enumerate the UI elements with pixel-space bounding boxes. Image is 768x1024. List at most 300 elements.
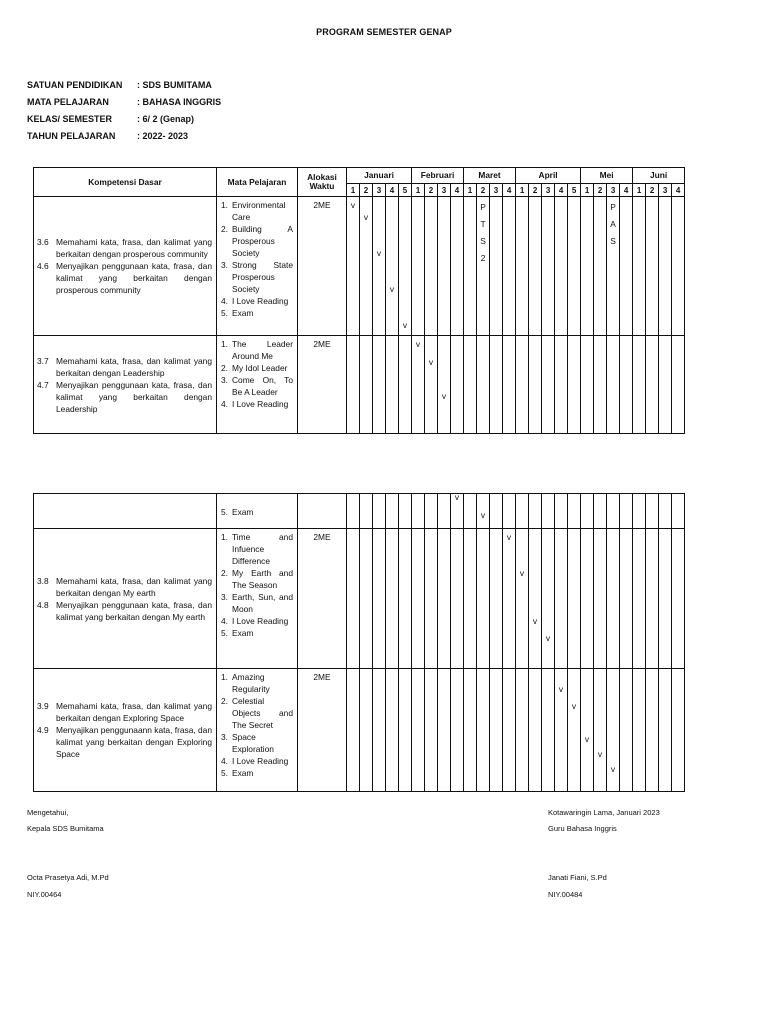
week-cell bbox=[516, 494, 529, 529]
topic-item bbox=[221, 398, 293, 410]
week-cell bbox=[620, 336, 633, 434]
week-cell bbox=[373, 494, 386, 529]
week-cell bbox=[464, 197, 477, 336]
kd-number: 4.9 bbox=[37, 725, 49, 735]
kd-text: Memahami kata, frasa, dan kalimat yang berkaitan dengan Leadership bbox=[56, 355, 212, 378]
header-month: Juni bbox=[633, 168, 685, 184]
header-week: 3 bbox=[607, 184, 620, 197]
schedule-check-mark: v bbox=[376, 248, 382, 258]
week-cell bbox=[620, 529, 633, 669]
topic-number: 1. bbox=[221, 200, 228, 210]
sig-left-name: Octa Prasetya Adi, M.Pd bbox=[27, 873, 109, 882]
week-cell bbox=[555, 529, 568, 669]
table-row bbox=[34, 197, 685, 336]
topic-number: 5. bbox=[221, 768, 228, 778]
week-cell bbox=[347, 197, 360, 336]
week-cell bbox=[451, 494, 464, 529]
week-cell bbox=[373, 336, 386, 434]
week-cell bbox=[659, 529, 672, 669]
sig-left-id: NIY.00464 bbox=[27, 890, 62, 899]
kd-number: 3.9 bbox=[37, 701, 49, 711]
week-cell bbox=[412, 336, 425, 434]
schedule-check-mark: v bbox=[545, 632, 551, 643]
alokasi-waktu-cell: 2ME bbox=[298, 669, 347, 792]
topic-text: I Love Reading bbox=[232, 399, 289, 409]
week-cell bbox=[347, 336, 360, 434]
week-cell bbox=[529, 197, 542, 336]
info-row bbox=[27, 131, 188, 141]
kd-text: Menyajikan penggunaan kata, frasa, dan kalimat yang berkaitan dengan Leadership bbox=[56, 379, 212, 414]
week-cell bbox=[529, 529, 542, 669]
info-label: TAHUN PELAJARAN bbox=[27, 131, 116, 141]
week-cell bbox=[464, 494, 477, 529]
week-cell bbox=[620, 197, 633, 336]
week-cell bbox=[425, 529, 438, 669]
week-cell bbox=[412, 529, 425, 669]
exam-letter: S bbox=[610, 236, 616, 246]
topic-item bbox=[221, 307, 293, 319]
week-cell bbox=[438, 197, 451, 336]
topic-text: Strong State Prosperous Society bbox=[232, 260, 293, 294]
week-cell bbox=[581, 529, 594, 669]
header-week: 4 bbox=[451, 184, 464, 197]
week-cell bbox=[477, 669, 490, 792]
week-cell bbox=[399, 197, 412, 336]
week-cell bbox=[425, 197, 438, 336]
topic-text: Earth, Sun, and Moon bbox=[232, 592, 293, 614]
week-cell bbox=[516, 529, 529, 669]
week-cell bbox=[672, 669, 685, 792]
header-row-months bbox=[34, 168, 685, 184]
header-week: 3 bbox=[373, 184, 386, 197]
header-week: 3 bbox=[659, 184, 672, 197]
week-cell bbox=[529, 336, 542, 434]
header-month: Mei bbox=[581, 168, 633, 184]
week-cell bbox=[399, 336, 412, 434]
topic-text: I Love Reading bbox=[232, 296, 289, 306]
header-week: 4 bbox=[503, 184, 516, 197]
week-cell bbox=[633, 669, 646, 792]
schedule-check-mark: v bbox=[519, 568, 525, 578]
week-cell bbox=[347, 494, 360, 529]
exam-letter: 2 bbox=[480, 253, 486, 263]
kd-item bbox=[37, 575, 212, 599]
schedule-check-mark: v bbox=[597, 748, 603, 759]
week-cell bbox=[633, 197, 646, 336]
topic-item bbox=[221, 223, 293, 259]
header-week: 3 bbox=[542, 184, 555, 197]
week-cell bbox=[503, 197, 516, 336]
schedule-check-mark: v bbox=[506, 532, 512, 542]
topic-text: Exam bbox=[232, 308, 254, 318]
exam-letter: T bbox=[480, 219, 486, 229]
mata-pelajaran-cell bbox=[217, 669, 298, 792]
week-cell bbox=[386, 669, 399, 792]
header-week: 2 bbox=[477, 184, 490, 197]
week-cell bbox=[373, 197, 386, 336]
week-cell bbox=[503, 336, 516, 434]
week-cell bbox=[581, 336, 594, 434]
header-week: 4 bbox=[620, 184, 633, 197]
header-week: 1 bbox=[633, 184, 646, 197]
week-cell bbox=[594, 197, 607, 336]
exam-letter: S bbox=[480, 236, 486, 246]
table-row bbox=[34, 336, 685, 434]
table-row bbox=[34, 529, 685, 669]
topic-item bbox=[221, 531, 293, 567]
header-week: 2 bbox=[594, 184, 607, 197]
week-cell bbox=[360, 669, 373, 792]
schedule-check-mark: v bbox=[350, 200, 356, 210]
topic-text: Exam bbox=[232, 507, 254, 517]
week-cell bbox=[373, 529, 386, 669]
week-cell bbox=[646, 669, 659, 792]
header-week: 1 bbox=[581, 184, 594, 197]
week-cell bbox=[607, 529, 620, 669]
schedule-check-mark: v bbox=[480, 510, 486, 521]
week-cell bbox=[633, 336, 646, 434]
week-cell bbox=[659, 669, 672, 792]
week-cell bbox=[425, 336, 438, 434]
week-cell bbox=[425, 669, 438, 792]
week-cell bbox=[464, 336, 477, 434]
kd-item bbox=[37, 724, 212, 760]
schedule-check-mark: v bbox=[558, 684, 564, 694]
topic-text: The Leader Around Me bbox=[232, 339, 293, 361]
exam-vertical-label bbox=[607, 199, 619, 250]
kompetensi-dasar-cell bbox=[34, 494, 217, 529]
week-cell bbox=[542, 197, 555, 336]
schedule-check-mark: v bbox=[389, 284, 395, 294]
mata-pelajaran-cell bbox=[217, 494, 298, 529]
topic-item bbox=[221, 259, 293, 295]
week-cell bbox=[646, 494, 659, 529]
topic-text: My Earth and The Season bbox=[232, 568, 293, 590]
week-cell bbox=[607, 494, 620, 529]
header-week: 1 bbox=[516, 184, 529, 197]
topic-item bbox=[221, 767, 293, 779]
week-cell bbox=[399, 529, 412, 669]
header-week: 1 bbox=[464, 184, 477, 197]
topic-item bbox=[221, 506, 293, 518]
topic-item bbox=[221, 695, 293, 731]
week-cell bbox=[529, 669, 542, 792]
week-cell bbox=[516, 197, 529, 336]
topic-number: 4. bbox=[221, 296, 228, 306]
topic-text: Exam bbox=[232, 768, 254, 778]
schedule-check-mark: v bbox=[584, 734, 590, 745]
info-value: : BAHASA INGGRIS bbox=[137, 97, 222, 107]
week-cell bbox=[568, 494, 581, 529]
week-cell bbox=[386, 529, 399, 669]
week-cell bbox=[568, 669, 581, 792]
topic-number: 5. bbox=[221, 507, 228, 517]
topic-item bbox=[221, 338, 293, 362]
table-row bbox=[34, 494, 685, 529]
schedule-check-mark: v bbox=[532, 616, 538, 626]
topic-number: 2. bbox=[221, 696, 228, 706]
week-cell bbox=[360, 529, 373, 669]
sig-left-acknowledge: Mengetahui, bbox=[27, 808, 69, 817]
week-cell bbox=[451, 197, 464, 336]
header-week: 1 bbox=[412, 184, 425, 197]
week-cell bbox=[633, 529, 646, 669]
topic-text: Amazing Regularity bbox=[232, 672, 270, 694]
schedule-check-mark: v bbox=[415, 339, 421, 349]
info-label: SATUAN PENDIDIKAN bbox=[27, 80, 123, 90]
kd-text: Memahami kata, frasa, dan kalimat yang berkaitan dengan My earth bbox=[56, 575, 212, 598]
week-cell bbox=[594, 669, 607, 792]
week-cell bbox=[542, 529, 555, 669]
week-cell bbox=[620, 494, 633, 529]
mata-pelajaran-cell bbox=[217, 197, 298, 336]
kd-item bbox=[37, 379, 212, 415]
header-week: 2 bbox=[425, 184, 438, 197]
header-month: Januari bbox=[347, 168, 412, 184]
week-cell bbox=[516, 669, 529, 792]
week-cell bbox=[386, 494, 399, 529]
week-cell bbox=[490, 197, 503, 336]
week-cell bbox=[555, 669, 568, 792]
alokasi-waktu-cell: 2ME bbox=[298, 529, 347, 669]
week-cell bbox=[672, 494, 685, 529]
week-cell bbox=[360, 197, 373, 336]
week-cell bbox=[503, 494, 516, 529]
info-row bbox=[27, 97, 221, 107]
week-cell bbox=[581, 669, 594, 792]
topic-text: I Love Reading bbox=[232, 756, 289, 766]
week-cell bbox=[347, 529, 360, 669]
week-cell bbox=[568, 529, 581, 669]
schedule-check-mark: v bbox=[428, 357, 434, 367]
kd-text: Menyajikan penggunaan kata, frasa, dan kalimat yang berkaitan dengan My earth bbox=[56, 599, 212, 622]
kd-item bbox=[37, 260, 212, 296]
topic-item bbox=[221, 374, 293, 398]
week-cell bbox=[555, 197, 568, 336]
header-week: 2 bbox=[360, 184, 373, 197]
info-label: KELAS/ SEMESTER bbox=[27, 114, 113, 124]
header-week: 4 bbox=[386, 184, 399, 197]
info-row bbox=[27, 114, 194, 124]
week-cell bbox=[438, 669, 451, 792]
header-week: 2 bbox=[646, 184, 659, 197]
info-value: : 6/ 2 (Genap) bbox=[137, 114, 195, 124]
week-cell bbox=[477, 336, 490, 434]
week-cell bbox=[503, 529, 516, 669]
week-cell bbox=[620, 669, 633, 792]
week-cell bbox=[464, 669, 477, 792]
header-week: 3 bbox=[438, 184, 451, 197]
topic-item bbox=[221, 295, 293, 307]
week-cell bbox=[373, 669, 386, 792]
topic-number: 2. bbox=[221, 363, 228, 373]
program-table-part-2 bbox=[33, 493, 685, 792]
kd-text: Menyajikan penggunaann kata, frasa, dan kalimat yang berkaitan dengan Exploring Space bbox=[56, 725, 212, 759]
mata-pelajaran-cell bbox=[217, 336, 298, 434]
alokasi-waktu-cell: 2ME bbox=[298, 197, 347, 336]
topic-text: Environmental Care bbox=[232, 200, 286, 222]
sig-right-place-date: Kotawaringin Lama, Januari 2023 bbox=[548, 808, 660, 817]
topic-text: Building A Prosperous Society bbox=[232, 224, 293, 258]
mata-pelajaran-cell bbox=[217, 529, 298, 669]
info-row bbox=[27, 80, 212, 90]
week-cell bbox=[659, 494, 672, 529]
week-cell bbox=[451, 336, 464, 434]
sig-right-role: Guru Bahasa Inggris bbox=[548, 824, 617, 833]
topic-number: 1. bbox=[221, 672, 228, 682]
header-month: Maret bbox=[464, 168, 516, 184]
header-month: Februari bbox=[412, 168, 464, 184]
header-week: 5 bbox=[568, 184, 581, 197]
week-cell bbox=[555, 494, 568, 529]
week-cell bbox=[412, 197, 425, 336]
schedule-check-mark: v bbox=[571, 700, 577, 711]
week-cell bbox=[529, 494, 542, 529]
topic-item bbox=[221, 362, 293, 374]
week-cell bbox=[490, 669, 503, 792]
week-cell bbox=[503, 669, 516, 792]
page-title: PROGRAM SEMESTER GENAP bbox=[316, 27, 452, 37]
week-cell bbox=[477, 529, 490, 669]
topic-number: 5. bbox=[221, 628, 228, 638]
schedule-check-mark: v bbox=[402, 320, 408, 330]
topic-item bbox=[221, 615, 293, 627]
topic-text: Exam bbox=[232, 628, 254, 638]
topic-number: 3. bbox=[221, 732, 228, 742]
topic-text: My Idol Leader bbox=[232, 363, 288, 373]
topic-text: Come On, To Be A Leader bbox=[232, 375, 293, 397]
week-cell bbox=[412, 669, 425, 792]
sig-left-role: Kepala SDS Bumitama bbox=[27, 824, 104, 833]
exam-vertical-label bbox=[477, 199, 489, 267]
week-cell bbox=[451, 669, 464, 792]
week-cell bbox=[672, 197, 685, 336]
week-cell bbox=[607, 336, 620, 434]
week-cell bbox=[438, 336, 451, 434]
topic-text: Celestial Objects and The Secret bbox=[232, 696, 293, 730]
info-label: MATA PELAJARAN bbox=[27, 97, 109, 107]
topic-number: 4. bbox=[221, 756, 228, 766]
info-value: : 2022- 2023 bbox=[137, 131, 189, 141]
week-cell bbox=[646, 336, 659, 434]
topic-number: 1. bbox=[221, 339, 228, 349]
week-cell bbox=[594, 529, 607, 669]
week-cell bbox=[399, 494, 412, 529]
week-cell bbox=[386, 197, 399, 336]
header-week: 4 bbox=[672, 184, 685, 197]
week-cell bbox=[386, 336, 399, 434]
topic-number: 3. bbox=[221, 375, 228, 385]
week-cell bbox=[672, 529, 685, 669]
kd-number: 3.6 bbox=[37, 237, 49, 247]
week-cell bbox=[672, 336, 685, 434]
topic-item bbox=[221, 567, 293, 591]
kd-item bbox=[37, 700, 212, 724]
topic-number: 3. bbox=[221, 260, 228, 270]
week-cell bbox=[412, 494, 425, 529]
kd-text: Memahami kata, frasa, dan kalimat yang berkaitan dengan prosperous community bbox=[56, 237, 212, 259]
header-week: 5 bbox=[399, 184, 412, 197]
kd-number: 4.7 bbox=[37, 379, 49, 390]
week-cell bbox=[594, 336, 607, 434]
kd-item bbox=[37, 236, 212, 260]
topic-item bbox=[221, 731, 293, 755]
topic-number: 3. bbox=[221, 592, 228, 602]
topic-text: I Love Reading bbox=[232, 616, 289, 626]
sig-right-id: NIY.00484 bbox=[548, 890, 583, 899]
header-week: 1 bbox=[347, 184, 360, 197]
kd-item bbox=[37, 355, 212, 379]
week-cell bbox=[659, 336, 672, 434]
week-cell bbox=[542, 336, 555, 434]
week-cell bbox=[477, 197, 490, 336]
table-row bbox=[34, 669, 685, 792]
topic-number: 2. bbox=[221, 224, 228, 234]
kd-text: Menyajikan penggunaan kata, frasa, dan kalimat yang berkaitan dengan prosperous community bbox=[56, 261, 212, 295]
topic-number: 1. bbox=[221, 532, 228, 542]
week-cell bbox=[425, 494, 438, 529]
sig-right-name: Janati Fiani, S.Pd bbox=[548, 873, 607, 882]
topic-item bbox=[221, 591, 293, 615]
kompetensi-dasar-cell bbox=[34, 529, 217, 669]
week-cell bbox=[542, 494, 555, 529]
topic-item bbox=[221, 199, 293, 223]
kd-number: 4.8 bbox=[37, 599, 49, 610]
topic-text: Space Exploration bbox=[232, 732, 274, 754]
topic-number: 2. bbox=[221, 568, 228, 578]
week-cell bbox=[490, 336, 503, 434]
kompetensi-dasar-cell bbox=[34, 336, 217, 434]
week-cell bbox=[568, 336, 581, 434]
schedule-check-mark: v bbox=[610, 764, 616, 775]
week-cell bbox=[477, 494, 490, 529]
exam-letter: P bbox=[610, 202, 616, 212]
kd-number: 3.8 bbox=[37, 575, 49, 586]
header-week: 3 bbox=[490, 184, 503, 197]
schedule-check-mark: v bbox=[363, 212, 369, 222]
kd-number: 4.6 bbox=[37, 261, 49, 271]
exam-letter: A bbox=[610, 219, 616, 229]
week-cell bbox=[646, 529, 659, 669]
kompetensi-dasar-cell bbox=[34, 197, 217, 336]
kd-number: 3.7 bbox=[37, 355, 49, 366]
exam-letter: P bbox=[480, 202, 486, 212]
topic-number: 4. bbox=[221, 399, 228, 409]
kd-item bbox=[37, 599, 212, 623]
week-cell bbox=[438, 529, 451, 669]
week-cell bbox=[451, 529, 464, 669]
topic-item bbox=[221, 755, 293, 767]
topic-number: 4. bbox=[221, 616, 228, 626]
topic-item bbox=[221, 627, 293, 639]
week-cell bbox=[464, 529, 477, 669]
week-cell bbox=[607, 669, 620, 792]
header-alokasi-waktu: Alokasi Waktu bbox=[298, 168, 347, 197]
week-cell bbox=[568, 197, 581, 336]
schedule-check-mark: v bbox=[454, 492, 460, 503]
header-mata-pelajaran: Mata Pelajaran bbox=[217, 168, 298, 197]
week-cell bbox=[542, 669, 555, 792]
topic-text: Time and Infuence Difference bbox=[232, 532, 293, 566]
week-cell bbox=[581, 494, 594, 529]
header-kompetensi-dasar: Kompetensi Dasar bbox=[34, 168, 217, 197]
week-cell bbox=[555, 336, 568, 434]
week-cell bbox=[581, 197, 594, 336]
week-cell bbox=[633, 494, 646, 529]
schedule-check-mark: v bbox=[441, 390, 447, 401]
week-cell bbox=[438, 494, 451, 529]
program-table-part-1 bbox=[33, 167, 685, 434]
